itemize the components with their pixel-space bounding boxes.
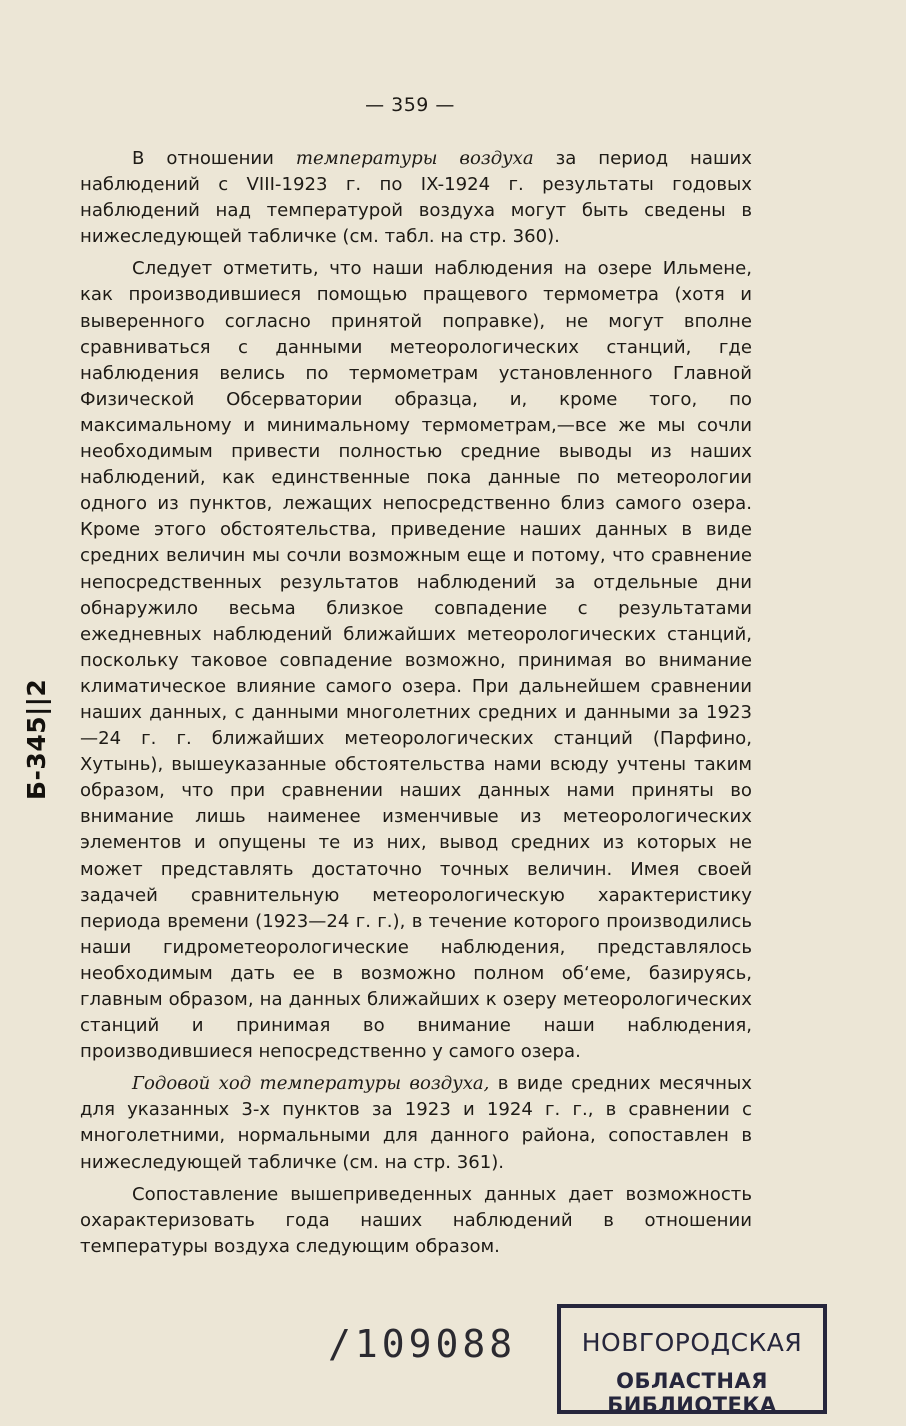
page-number: — 359 — [365, 94, 455, 116]
margin-stamp: Б-345||2 [22, 678, 51, 800]
library-stamp-line2: ОБЛАСТНАЯ БИБЛИОТЕКА [607, 1369, 777, 1417]
paragraph-1-lead: В отношении [132, 148, 296, 169]
paragraph-3-rest: в виде средних месячных для указанных 3-х пунктов за 1923 и 1924 г. г., в сравнении с многолетними, нормальными для данного района, сопоставлен в нижеследующей табличке (см. на стр. 361). [80, 1073, 752, 1173]
paragraph-1-rest: за период наших наблюдений с VIII-1923 г. по IX-1924 г. результаты годовых наблюдений над температурой воздуха могут быть сведены в нижеследующей табличке (см. табл. на стр. 360). [80, 148, 752, 248]
library-stamp-line1: НОВГОРОДСКАЯ [581, 1328, 803, 1357]
paragraph-1-emphasis: температуры воздуха [295, 148, 534, 169]
body-text [80, 146, 752, 1266]
inventory-number: /109088 [328, 1322, 517, 1366]
library-stamp [557, 1304, 827, 1417]
paragraph-4: Сопоставление вышеприведенных данных дает возможность охарактеризовать года наших наблюдений в отношении температуры воздуха следующим образом. [80, 1183, 752, 1257]
paragraph-3 [80, 1071, 752, 1175]
paragraph-3-emphasis: Годовой ход температуры воздуха, [132, 1073, 490, 1095]
paragraph-2: Следует отметить, что наши наблюдения на озере Ильмене, как производившиеся помощью пращевого термометра (хотя и выверенного согласно принятой поправке), не могут вполне сравниваться с данными метеорологических станций, где наблюдения велись по термометрам установленного Главной Физической Обсерватории образца, и, кроме того, по максимальному и минимальному термометрам,—все же мы сочли необходимым привести полностью средние выводы из наших наблюдений, как единственные пока данные по метеорологии одного из пунктов, лежащих непосредственно близ самого озера. Кроме этого обстоятельства, приведение наших данных в виде средних величин мы сочли возможным еще и потому, что сравнение непосредственных результатов наблюдений за отдельные дни обнаружило весьма близкое совпадение с результатами ежедневных наблюдений ближайших метеорологических станций, поскольку таковое совпадение возможно, принимая во внимание климатическое влияние самого озера. При дальнейшем сравнении наших данных, с данными многолетних средних и данными за 1923—24 г. г. ближайших метеорологических станций (Парфино, Хутынь), вышеуказанные обстоятельства нами всюду учтены таким образом, что при сравнении наших данных нами приняты во внимание лишь наименее изменчивые из метеорологических элементов и опущены те из них, вывод средних из которых не может представлять достаточно точных величин. Имея своей задачей сравнительную метеорологическую характеристику периода времени (1923—24 г. г.), в течение которого производились наши гидрометеорологические наблюдения, представлялось необходимым дать ее в возможно полном об‘еме, базируясь, главным образом, на данных ближайших к озеру метеорологических станций и принимая во внимание наши наблюдения, производившиеся непосредственно у самого озера. [80, 258, 752, 1063]
paragraph-1 [80, 146, 752, 250]
